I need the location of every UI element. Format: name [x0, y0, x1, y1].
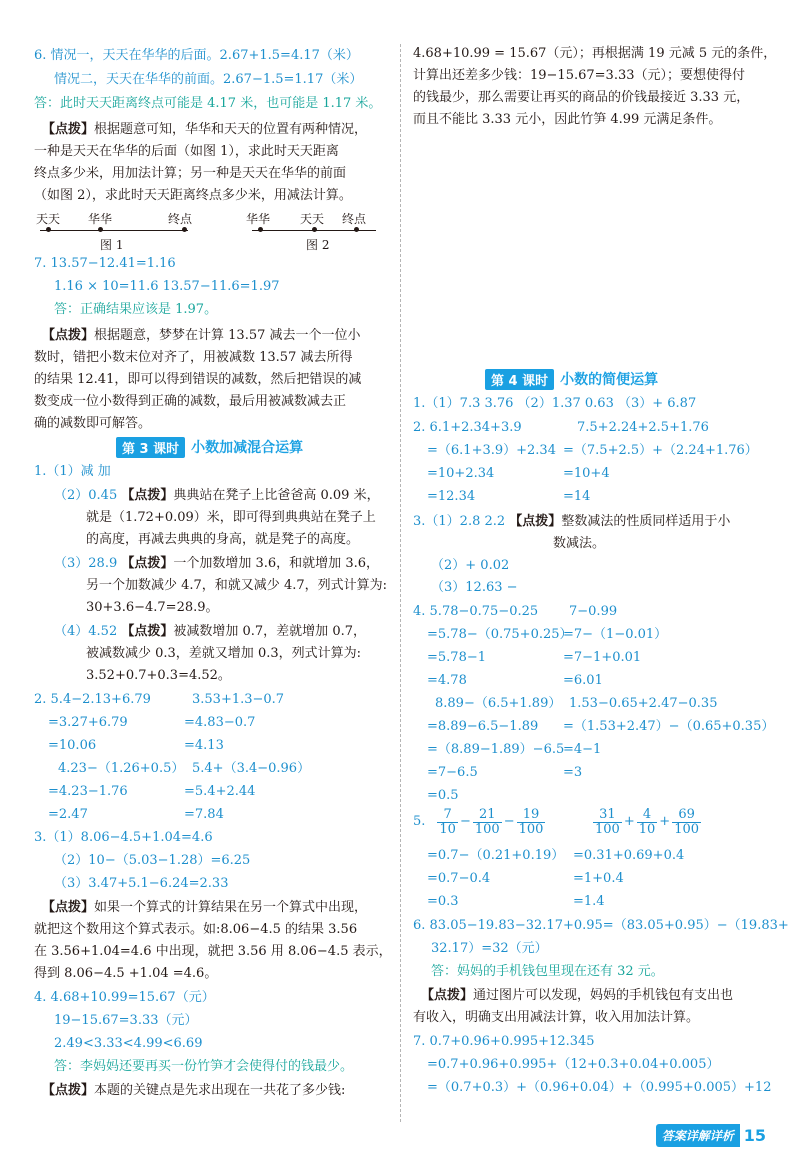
fig1-line: [40, 230, 188, 231]
l3-q1-line10: 3.52+0.7+0.3=4.52。: [86, 668, 231, 683]
r4-q5-r1-left: =0.7−（0.21+0.19）: [427, 848, 565, 863]
section-lesson-4: [485, 368, 658, 390]
l3-q2-r3-left: =10.06: [48, 738, 97, 753]
r4-q4-r8-left: =7−6.5: [427, 765, 478, 780]
r4-q7-line3: =（0.7+0.3）+（0.96+0.04）+（0.995+0.005）+12: [427, 1080, 772, 1095]
r4-q4-r2-right: =7−（1−0.01）: [563, 627, 668, 642]
q6-line1: 6. 情况一，天天在华华的后面。2.67+1.5=4.17（米）: [34, 48, 359, 63]
q6-line2: 情况二，天天在华华的前面。2.67−1.5=1.17（米）: [54, 72, 363, 87]
q6-tip-line3: 终点多少米，用加法计算；另一种是天天在华华的前面: [34, 166, 347, 181]
q6-answer: 答：此时天天距离终点可能是 4.17 米，也可能是 1.17 米。: [34, 96, 382, 111]
fraction: $\frac{69}{100}$: [674, 806, 700, 837]
q7-tip-line2: 数时，错把小数末位对齐了，用被减数 13.57 减去所得: [34, 350, 353, 365]
r4-q6-answer: 答：妈妈的手机钱包里现在还有 32 元。: [431, 964, 664, 979]
l3-q3-line2: （2）10−（5.03−1.28）=6.25: [54, 853, 251, 868]
r4-q2-r4-left: =12.34: [427, 489, 476, 504]
l3-q1-line5: （3）28.9 【点拨】一个加数增加 3.6，和就增加 3.6，: [54, 556, 379, 571]
l3-q1-line1: 1.（1）减 加: [34, 464, 111, 479]
r4-q6-line1: 6. 83.05−19.83−32.17+0.95=（83.05+0.95）−（19.83+: [413, 918, 789, 933]
r4-q2-r1-left: 2. 6.1+2.34+3.9: [413, 420, 522, 435]
r4-q4-r7-left: =（8.89−1.89）−6.5: [427, 742, 565, 757]
l3-q2-r2-left: =3.27+6.79: [48, 715, 128, 730]
fig2-label-b: 天天: [300, 212, 325, 226]
r4-q3-line3: （2）+ 0.02: [431, 558, 510, 573]
fig1-label-b: 华华: [88, 212, 113, 226]
fig1-label-a: 天天: [36, 212, 61, 226]
fig2-label-c: 终点: [342, 212, 367, 226]
r4-q2-r3-right: =10+4: [563, 466, 610, 481]
l3-q1-line6: 另一个加数减少 4.7，和就又减少 4.7，列式计算为:: [86, 578, 387, 593]
l3-q4-tip-line1: 【点拨】本题的关键点是先求出现在一共花了多少钱:: [42, 1083, 346, 1098]
l3-q1-line7: 30+3.6−4.7=28.9。: [86, 600, 219, 615]
r4-q4-r6-right: =（1.53+2.47）−（0.65+0.35）: [563, 719, 775, 734]
r4-q2-r2-right: =（7.5+2.5）+（2.24+1.76）: [563, 443, 758, 458]
lesson-4-badge: 第 4 课时: [485, 369, 554, 390]
lesson-3-title: 小数加减混合运算: [191, 440, 304, 456]
q7-tip-line5: 确的减数即可解答。: [34, 416, 152, 431]
l3-q1-line8: （4）4.52 【点拨】被减数增加 0.7，差就增加 0.7，: [54, 624, 366, 639]
r4-q4-r5-right: 1.53−0.65+2.47−0.35: [569, 696, 718, 711]
fig2-label-a: 华华: [246, 212, 271, 226]
fraction: $\frac{7}{10}$: [439, 806, 456, 837]
r4-q4-r3-left: =5.78−1: [427, 650, 487, 665]
r4-q4-r5-left: 8.89−（6.5+1.89）: [435, 696, 562, 711]
l3-q3-tip-line3: 在 3.56+1.04=4.6 中出现，就把 3.56 用 8.06−4.5 表示，: [34, 944, 392, 959]
lesson-3-badge: 第 3 课时: [116, 437, 185, 458]
l3-q2-r1-right: 3.53+1.3−0.7: [192, 692, 285, 707]
q7-tip-line4: 数变成一位小数得到正确的减数，最后用被减数减去正: [34, 394, 347, 409]
l3-q2-r5-right: =5.4+2.44: [184, 784, 256, 799]
q7-answer: 答：正确结果应该是 1.97。: [54, 302, 218, 317]
l3-q1-line9: 被减数减少 0.3，差就又增加 0.3，列式计算为:: [86, 646, 361, 661]
fraction: $\frac{19}{100}$: [518, 806, 544, 837]
l3-q4-answer: 答：李妈妈还要再买一份竹笋才会使得付的钱最少。: [54, 1059, 354, 1074]
l3-q1-line4: 的高度，再减去典典的身高，就是凳子的高度。: [86, 532, 360, 547]
page-number: 15: [743, 1126, 766, 1145]
r4-q4-r8-right: =3: [563, 765, 583, 780]
fig1-label-c: 终点: [168, 212, 193, 226]
r4-q2-r4-right: =14: [563, 489, 591, 504]
section-lesson-3: [116, 436, 303, 458]
l3-q3-line3: （3）3.47+5.1−6.24=2.33: [54, 876, 229, 891]
cont-line3: 的钱最少，那么需要让再买的商品的价钱最接近 3.33 元，: [413, 90, 750, 105]
r4-q5-r3-right: =1.4: [573, 894, 605, 909]
r4-q5-r1-right: =0.31+0.69+0.4: [573, 848, 685, 863]
cont-line1: 4.68+10.99 = 15.67（元）；再根据满 19 元减 5 元的条件，: [413, 46, 777, 61]
r4-q3-line1: 3.（1）2.8 2.2 【点拨】整数减法的性质同样适用于小: [413, 514, 731, 529]
r4-q7-line1: 7. 0.7+0.96+0.995+12.345: [413, 1034, 595, 1049]
l3-q4-line2: 19−15.67=3.33（元）: [54, 1013, 198, 1028]
l3-q1-line2: （2）0.45 【点拨】典典站在凳子上比爸爸高 0.09 米，: [54, 488, 380, 503]
l3-q2-r3-right: =4.13: [184, 738, 224, 753]
r4-q2-r3-left: =10+2.34: [427, 466, 495, 481]
r4-q4-r1-left: 4. 5.78−0.75−0.25: [413, 604, 539, 619]
figure-2: [246, 210, 386, 254]
r4-q4-r1-right: 7−0.99: [569, 604, 618, 619]
l3-q2-r4-left: 4.23−（1.26+0.5）: [58, 761, 185, 776]
l3-q2-r4-right: 5.4+（3.4−0.96）: [192, 761, 311, 776]
footer-label: 答案详解详析: [656, 1124, 740, 1147]
q7-tip-line3: 的结果 12.41，即可以得到错误的减数，然后把错误的减: [34, 372, 362, 387]
l3-q2-r6-right: =7.84: [184, 807, 224, 822]
tip-label: 【点拨】: [42, 122, 95, 137]
r4-q3-line2: 数减法。: [553, 536, 606, 551]
r4-q5-r2-right: =1+0.4: [573, 871, 624, 886]
r4-q6-tip-line2: 有收入，明确支出用减法计算，收入用加法计算。: [413, 1010, 700, 1025]
r4-q4-r2-left: =5.78−（0.75+0.25）: [427, 627, 573, 642]
r4-q6-line2: 32.17）=32（元）: [431, 941, 548, 956]
l3-q3-tip-line2: 就把这个数用这个算式表示。如:8.06−4.5 的结果 3.56: [34, 922, 358, 937]
fraction: $\frac{31}{100}$: [595, 806, 620, 837]
r4-q4-r4-left: =4.78: [427, 673, 467, 688]
r4-q4-r3-right: =7−1+0.01: [563, 650, 642, 665]
r4-q4-r7-right: =4−1: [563, 742, 602, 757]
l3-q2-r6-left: =2.47: [48, 807, 88, 822]
l3-q2-r1-left: 2. 5.4−2.13+6.79: [34, 692, 151, 707]
fraction: $\frac{4}{10}$: [638, 806, 656, 837]
r4-q5-r3-left: =0.3: [427, 894, 459, 909]
l3-q2-r2-right: =4.83−0.7: [184, 715, 256, 730]
l3-q3-tip-line1: 【点拨】如果一个算式的计算结果在另一个算式中出现，: [42, 900, 368, 915]
r4-q3-line4: （3）12.63 −: [431, 580, 518, 595]
r4-q4-r9-left: =0.5: [427, 788, 459, 803]
l3-q2-r5-left: =4.23−1.76: [48, 784, 128, 799]
page-footer: [656, 1124, 766, 1147]
r4-q2-r2-left: =（6.1+3.9）+2.34: [427, 443, 556, 458]
r4-q5-fraction-expr-right: $\frac{31}{100}$ + $\frac{4}{10}$ + $\frac{69}{100}$: [595, 806, 700, 837]
q6-tip-line4: （如图 2），求此时天天距离终点多少米，用减法计算。: [34, 188, 352, 203]
r4-q4-r6-left: =8.89−6.5−1.89: [427, 719, 539, 734]
l3-q3-line1: 3.（1）8.06−4.5+1.04=4.6: [34, 830, 213, 845]
cont-line4: 而且不能比 3.33 元小，因此竹笋 4.99 元满足条件。: [413, 112, 722, 127]
fig2-caption: 图 2: [306, 238, 330, 252]
r4-q2-r1-right: 7.5+2.24+2.5+1.76: [577, 420, 709, 435]
figure-1: [34, 210, 224, 254]
q7-tip-line1: 【点拨】根据题意，梦梦在计算 13.57 减去一个一位小: [42, 328, 361, 343]
r4-q4-r4-right: =6.01: [563, 673, 603, 688]
fig1-caption: 图 1: [100, 238, 124, 252]
l3-q1-line3: 就是（1.72+0.09）米，即可得到典典站在凳子上: [86, 510, 376, 525]
l3-q4-line3: 2.49<3.33<4.99<6.69: [54, 1036, 203, 1051]
l3-q3-tip-line4: 得到 8.06−4.5 +1.04 =4.6。: [34, 966, 218, 981]
l3-q4-line1: 4. 4.68+10.99=15.67（元）: [34, 990, 215, 1005]
q7-line1: 7. 13.57−12.41=1.16: [34, 256, 176, 271]
column-divider: [400, 44, 401, 1122]
r4-q6-tip-line1: 【点拨】通过图片可以发现，妈妈的手机钱包有支出也: [421, 988, 734, 1003]
q6-tip-line1: 【点拨】根据题意可知，华华和天天的位置有两种情况，: [42, 122, 368, 137]
r4-q7-line2: =0.7+0.96+0.995+（12+0.3+0.04+0.005）: [427, 1057, 720, 1072]
q7-line2: 1.16 × 10=11.6 13.57−11.6=1.97: [54, 279, 280, 294]
r4-q1-line1: 1.（1）7.3 3.76 （2）1.37 0.63 （3）+ 6.87: [413, 396, 697, 411]
lesson-4-title: 小数的简便运算: [560, 372, 659, 388]
r4-q5-fraction-expr-left: 5. $\frac{7}{10}$ − $\frac{21}{100}$ − $\frac{19}{100}$: [413, 806, 544, 837]
r4-q5-r2-left: =0.7−0.4: [427, 871, 491, 886]
fraction: $\frac{21}{100}$: [474, 806, 500, 837]
q6-tip-line2: 一种是天天在华华的后面（如图 1），求此时天天距离: [34, 144, 339, 159]
cont-line2: 计算出还差多少钱：19−15.67=3.33（元）；要想使得付: [413, 68, 745, 83]
